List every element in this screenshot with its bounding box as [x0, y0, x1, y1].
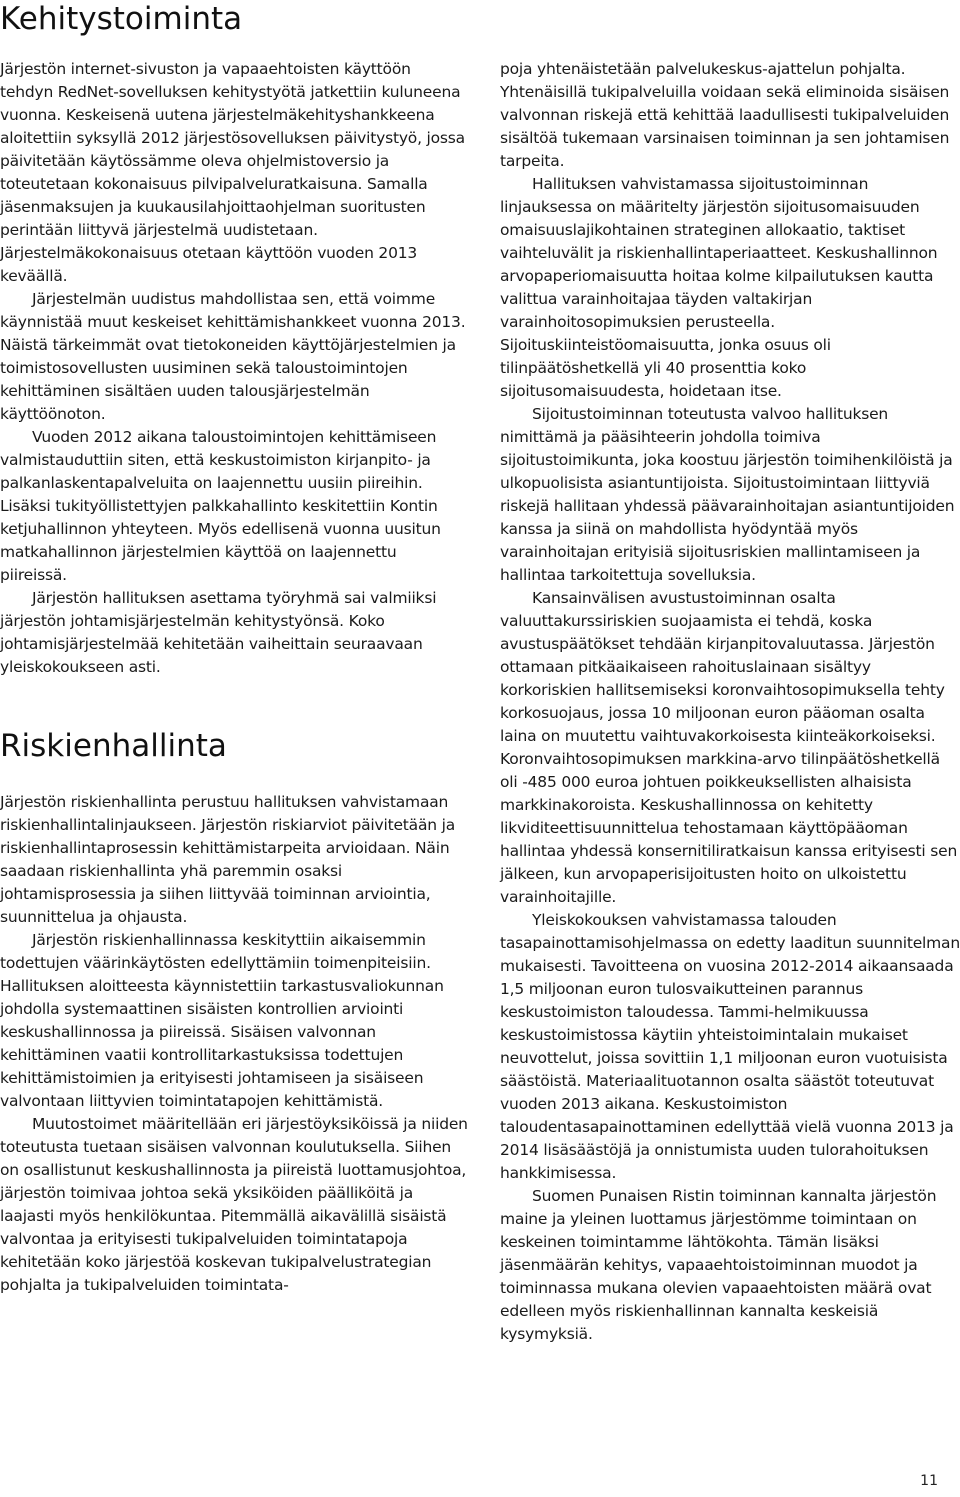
risk-paragraph-3: Muutostoimet määritellään eri järjestöyksiköissä ja niiden toteutusta tuetaan sisäisen valvonnan koulutuksella. Siihen on osallistunut keskushallinnosta ja piireistä luottamusjohtoa, järjestön toimivaa johtoa sekä yksiköiden päälliköitä ja laajasti myös henkilökuntaa. Pitemmällä aikavälillä sisäistä valvontaa ja erityisesti tukipalveluiden toimintatapoja kehitetään koko järjestöä koskevan tukipalvelustrategian pohjalta ja tukipalveluiden toimintata-	[0, 1115, 468, 1294]
right-paragraph-5: Yleiskokouksen vahvistamassa talouden tasapainottamisohjelmassa on edetty laaditun suunnitelman mukaisesti. Tavoitteena on vuosina 2012-2014 aikaansaada 1,5 miljoonan euron tulosvaikutteinen parannus keskustoimiston taloudessa. Tammi-helmikuussa keskustoimistossa käytiin yhteistoimintalain mukaiset neuvottelut, joissa sovittiin 1,1 miljoonan euron vuotuisista säästöistä. Materiaalituotannon osalta säästöt toteutuvat vuoden 2013 aikana. Keskustoimiston taloudentasapainottaminen edellyttää vielä vuonna 2013 ja 2014 lisäsäästöjä ja onnistumista uuden tulorahoituksen hankkimisessa.	[500, 911, 960, 1182]
right-paragraph-6: Suomen Punaisen Ristin toiminnan kannalta järjestön maine ja yleinen luottamus järjestömme toimintaan on keskeinen toimintamme lähtökohta. Tämän lisäksi jäsenmäärän kehitys, vapaaehtoistoiminnan muodot ja toiminnassa mukana olevien vapaaehtoisten määrä ovat edelleen myös riskienhallinnan kannalta keskeisiä kysymyksiä.	[500, 1187, 937, 1343]
right-column	[500, 58, 960, 1346]
right-paragraph-1: poja yhtenäistetään palvelukeskus-ajattelun pohjalta. Yhtenäisillä tukipalveluilla voidaan sekä eliminoida sisäisen valvonnan riskejä että kehittää laadullisesti tukipalveluiden sisältöä tukemaan varsinaisen toiminnan ja sen johtamisen tarpeita.	[500, 60, 950, 170]
risk-paragraph-1: Järjestön riskienhallinta perustuu hallituksen vahvistamaan riskienhallintalinjaukseen. Järjestön riskiarviot päivitetään ja riskienhallintaprosessin kehittämistarpeita arvioidaan. Näin saadaan riskienhallinta yhä paremmin osaksi johtamisprosessia ja siihen liittyvää toiminnan arviointia, suunnittelua ja ohjausta.	[0, 793, 456, 926]
development-paragraph-4: Järjestön hallituksen asettama työryhmä sai valmiiksi järjestön johtamisjärjestelmän kehitystyönsä. Koko johtamisjärjestelmää kehitetään vaiheittain seuraavaan yleiskokoukseen asti.	[0, 589, 437, 676]
right-paragraph-2: Hallituksen vahvistamassa sijoitustoiminnan linjauksessa on määritelty järjestön sijoitusomaisuuden omaisuuslajikohtainen strateginen allokaatio, taktiset vaihteluvälit ja riskienhallintaperiaatteet. Keskushallinnon arvopaperiomaisuutta hoitaa kolme kilpailutuksen kautta valittua varainhoitajaa täyden valtakirjan varainhoitosopimuksien perusteella. Sijoituskiinteistöomaisuutta, jonka osuus oli tilinpäätöshetkellä yli 40 prosenttia koko sijoitusomaisuudesta, hoidetaan itse.	[500, 175, 938, 400]
right-paragraph-3: Sijoitustoiminnan toteutusta valvoo hallituksen nimittämä ja pääsihteerin johdolla toimiva sijoitustoimikunta, joka koostuu järjestön toimihenkilöistä ja ulkopuolisista asiantuntijoista. Sijoitustoimintaan liittyviä riskejä hallitaan yhdessä päävarainhoitajan asiantuntijoiden kanssa ja siinä on mahdollista hyödyntää myös varainhoitajan erityisiä sijoitusriskien mallintamiseen ja hallintaa tarkoitettuja sovelluksia.	[500, 405, 955, 584]
page-number: 11	[920, 1473, 938, 1489]
development-paragraph-2: Järjestelmän uudistus mahdollistaa sen, että voimme käynnistää muut keskeiset kehittämishankkeet vuonna 2013. Näistä tärkeimmät ovat tietokoneiden käyttöjärjestelmien ja toimistosovellusten uusiminen sekä taloustoimintojen kehittäminen sisältäen uuden talousjärjestelmän käyttöönoton.	[0, 290, 466, 423]
development-paragraph-1: Järjestön internet-sivuston ja vapaaehtoisten käyttöön tehdyn RedNet-sovelluksen kehitystyötä jatkettiin kuluneena vuonna. Keskeisenä uutena järjestelmäkehityshankkeena aloitettiin syksyllä 2012 järjestösovelluksen päivitystyö, jossa päivitetään käytössämme oleva ohjelmistoversio ja toteutetaan kokonaisuus pilvipalveluratkaisuna. Samalla jäsenmaksujen ja kuukausilahjoittaohjelman suoritusten perintään liittyvä järjestelmä uudistetaan. Järjestelmäkokonaisuus otetaan käyttöön vuoden 2013 keväällä.	[0, 60, 465, 285]
risk-paragraph-2: Järjestön riskienhallinnassa keskityttiin aikaisemmin todettujen väärinkäytösten edellyttämiin toimenpiteisiin. Hallituksen aloitteesta käynnistettiin tarkastusvaliokunnan johdolla systemaattinen sisäisten kontrollien arviointi keskushallinnossa ja piireissä. Sisäisen valvonnan kehittäminen vaatii kontrollitarkastuksissa todettujen kehittämistoimien ja erityisesti johtamiseen ja sisäiseen valvontaan liittyvien toimintatapojen kehittämistä.	[0, 931, 444, 1110]
right-paragraph-4: Kansainvälisen avustustoiminnan osalta valuuttakurssiriskien suojaamista ei tehdä, koska avustuspäätökset tehdään kirjanpitovaluutassa. Järjestön ottamaan pitkäaikaiseen rahoituslainaan sisältyy korkoriskien hallitsemiseksi koronvaihtosopimuksella tehty korkosuojaus, jossa 10 miljoonan euron pääoman osalta laina on muutettu vaihtuvakorkoisesta kiinteäkorkoiseksi. Koronvaihtosopimuksen markkina-arvo tilinpäätöshetkellä oli -485 000 euroa johtuen poikkeuksellisten alhaisista markkinakoroista. Keskushallinnossa on kehitetty likviditeettisuunnittelua tehostamaan käyttöpääoman hallintaa yhdessä konsernitiliratkaisun kanssa erityisesti sen jälkeen, kun arvopaperisijoitusten hoito on ulkoistettu varainhoitajille.	[500, 589, 958, 906]
left-column	[0, 0, 468, 1297]
development-paragraph-3: Vuoden 2012 aikana taloustoimintojen kehittämiseen valmistauduttiin siten, että keskustoimiston kirjanpito- ja palkanlaskentapalveluita on laajennettu uusiin piireihin. Lisäksi tukityöllistettyjen palkkahallinto keskitettiin Kontin ketjuhallinnon yhteyteen. Myös edellisenä vuonna uusitun matkahallinnon järjestelmien käyttöä on laajennettu piireissä.	[0, 428, 441, 584]
heading-development: Kehitystoiminta	[0, 1, 243, 37]
heading-risk-management: Riskienhallinta	[0, 728, 227, 764]
